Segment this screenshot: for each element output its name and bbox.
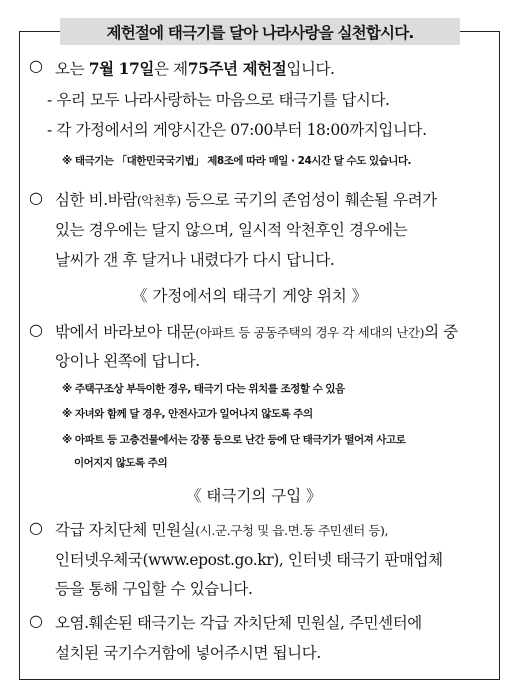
section4-line1 bbox=[55, 518, 388, 540]
section3-note-3 bbox=[62, 432, 405, 447]
section3-line1b: (아파트 등 공동주택의 경우 각 세대의 난간) bbox=[195, 325, 425, 340]
section4-line1a: 각급 자치단체 민원실 bbox=[55, 521, 196, 539]
section3-note-1 bbox=[62, 381, 345, 396]
section1-line1-post: 입니다. bbox=[286, 60, 335, 78]
bullet-3: ○ bbox=[29, 320, 43, 339]
section1-note-text: 태극기는 「대한민국국기법」 제8조에 따라 매일 · 24시간 달 수도 있습니다. bbox=[74, 155, 412, 167]
section3-note-2-text: 자녀와 함께 달 경우, 안전사고가 일어나지 않도록 주의 bbox=[74, 408, 313, 420]
section5-line2: 설치된 국기수거함에 넣어주시면 됩니다. bbox=[55, 644, 321, 662]
bullet-5: ○ bbox=[29, 611, 43, 630]
section4-line1b: (시.군.구청 및 읍.면.동 주민센터 등), bbox=[195, 523, 389, 538]
bullet-4: ○ bbox=[29, 518, 43, 537]
bullet-2: ○ bbox=[29, 188, 43, 207]
section4-line3: 등을 통해 구입할 수 있습니다. bbox=[55, 580, 253, 598]
section3-note-2 bbox=[62, 406, 313, 421]
note-symbol: ※ bbox=[62, 408, 72, 420]
note-symbol: ※ bbox=[62, 434, 72, 446]
heading-purchase: 《 태극기의 구입 》 bbox=[186, 487, 322, 505]
section1-note bbox=[62, 153, 411, 168]
section1-sub2: - 각 가정에서의 게양시간은 07:00부터 18:00까지입니다. bbox=[47, 121, 427, 139]
notice-title: 제헌절에 태극기를 달아 나라사랑을 실천합시다. bbox=[60, 18, 460, 45]
heading-flag-position: 《 가정에서의 태극기 게양 위치 》 bbox=[132, 287, 368, 305]
note-symbol: ※ bbox=[62, 155, 72, 167]
section5-line1: 오염.훼손된 태극기는 각급 자치단체 민원실, 주민센터에 bbox=[55, 614, 422, 632]
section1-line1-mid: 은 제 bbox=[154, 60, 188, 78]
note-symbol: ※ bbox=[62, 383, 72, 395]
section1-sub1: - 우리 모두 나라사랑하는 마음으로 태극기를 답시다. bbox=[47, 91, 390, 109]
bullet-1: ○ bbox=[29, 56, 43, 75]
section3-line1c: 의 중 bbox=[424, 323, 458, 341]
section1-line1 bbox=[55, 57, 335, 79]
section1-date: 7월 17일 bbox=[88, 59, 154, 78]
section1-anniversary: 75주년 제헌절 bbox=[187, 59, 287, 78]
section3-line2: 앙이나 왼쪽에 답니다. bbox=[55, 352, 200, 370]
section2-line1c: 등으로 국기의 존엄성이 훼손될 우려가 bbox=[180, 191, 437, 209]
section3-note-3-cont: 이어지지 않도록 주의 bbox=[74, 457, 168, 469]
section1-line1-pre: 오는 bbox=[55, 60, 85, 78]
section3-line1a: 밖에서 바라보아 대문 bbox=[55, 323, 196, 341]
section2-line1 bbox=[55, 188, 437, 210]
section2-line3: 날씨가 갠 후 달거나 내렸다가 다시 답니다. bbox=[55, 251, 335, 269]
section2-line1b: (악천후) bbox=[136, 193, 181, 208]
section3-line1 bbox=[55, 320, 458, 342]
section4-line2: 인터넷우체국(www.epost.go.kr), 인터넷 태극기 판매업체 bbox=[55, 551, 443, 569]
section3-note-1-text: 주택구조상 부득이한 경우, 태극기 다는 위치를 조정할 수 있음 bbox=[74, 383, 345, 395]
section3-note-3-text: 아파트 등 고층건물에서는 강풍 등으로 난간 등에 단 태극기가 떨어져 사고로 bbox=[74, 434, 406, 446]
section2-line2: 있는 경우에는 달지 않으며, 일시적 악천후인 경우에는 bbox=[55, 221, 408, 239]
section2-line1a: 심한 비.바람 bbox=[55, 191, 137, 209]
